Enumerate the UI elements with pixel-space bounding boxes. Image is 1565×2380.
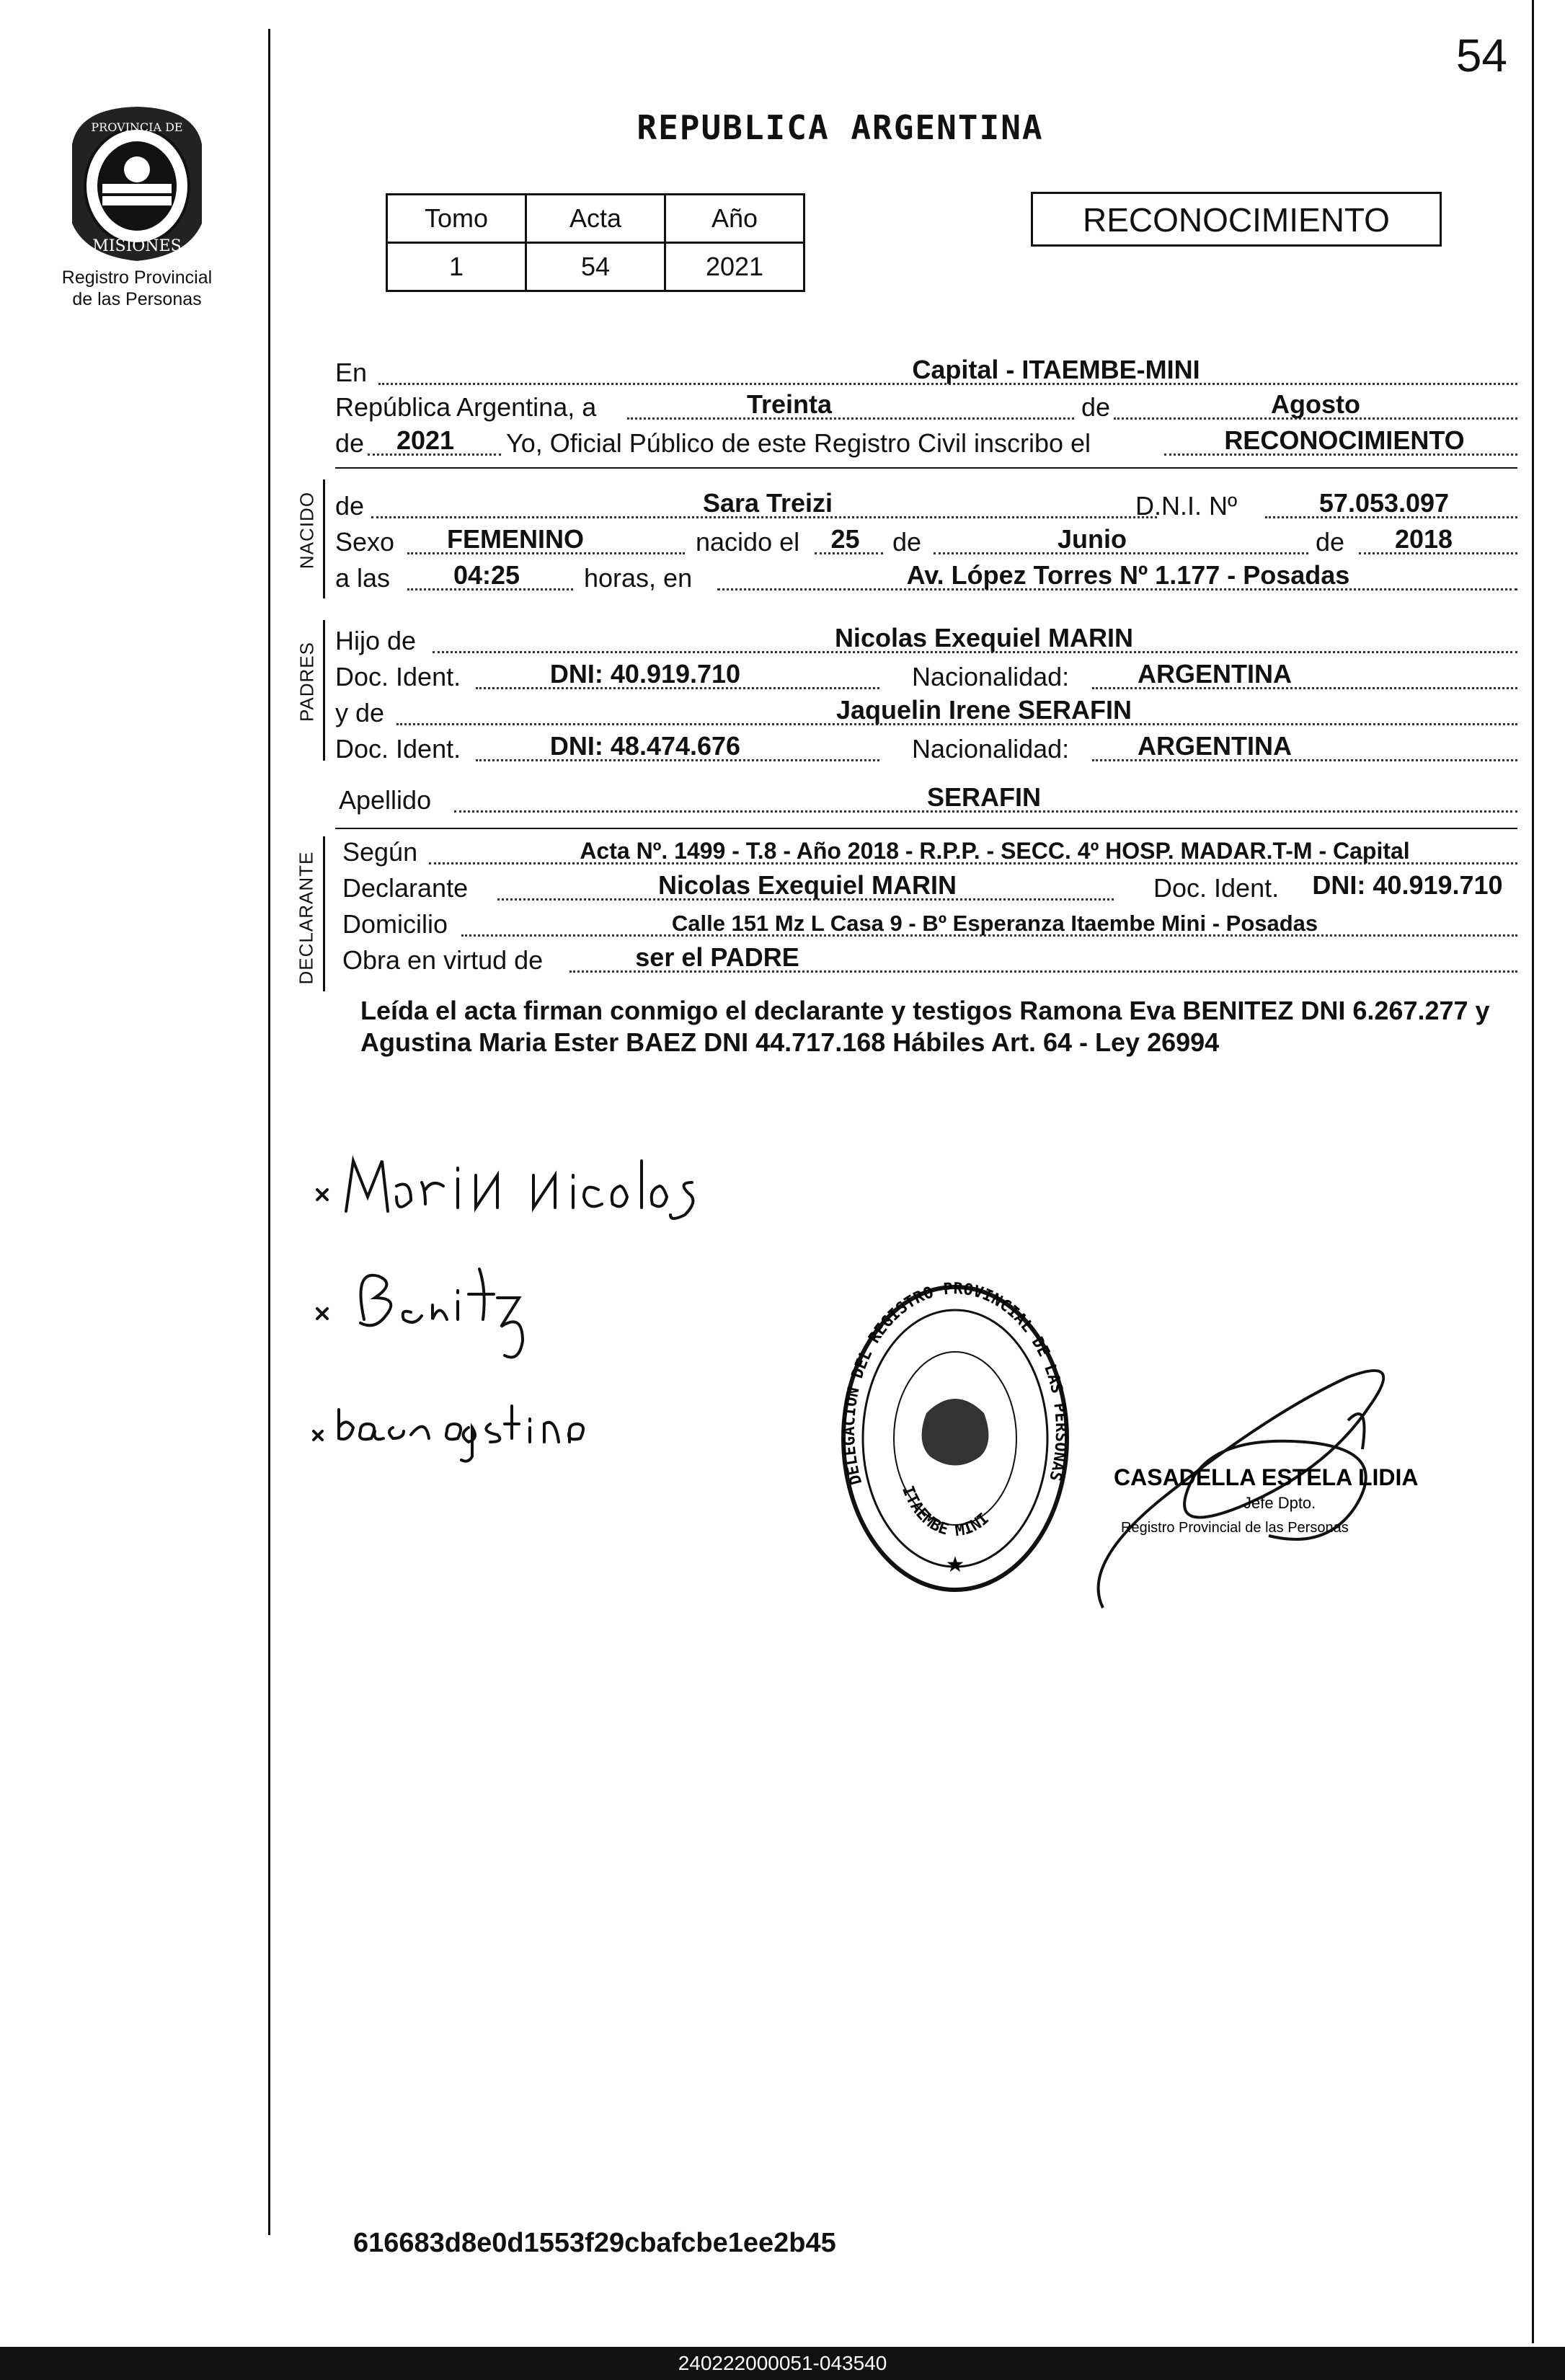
row-declarante xyxy=(335,869,1517,905)
row-segun xyxy=(335,833,1517,869)
logo-bottom-text: MISIONES xyxy=(92,237,182,255)
value-acta: 54 xyxy=(526,243,665,291)
apellido-label: Apellido xyxy=(339,785,432,815)
nacido-de-label2: de xyxy=(892,527,922,557)
row-nacido-nombre xyxy=(335,487,1517,523)
right-margin-line xyxy=(1532,0,1534,2343)
alas-label: a las xyxy=(335,563,391,593)
row-domicilio xyxy=(335,905,1517,941)
declarante-label: Declarante xyxy=(342,873,469,903)
signature-3 xyxy=(339,1406,583,1461)
row-nacido-hora xyxy=(335,559,1517,595)
closing-statement: Leída el acta firman conmigo el declarante y testigos Ramona Eva BENITEZ DNI 6.267.277 y Agustina Maria Ester BAEZ DNI 44.717.168 Hábiles Art. 64 - Ley 26994 xyxy=(360,996,1490,1057)
nacido-anio-value: 2018 xyxy=(1394,524,1453,554)
nacido-bracket xyxy=(323,479,325,598)
hora-value: 04:25 xyxy=(453,560,520,590)
nacido-de-label: de xyxy=(335,491,365,521)
value-tomo: 1 xyxy=(387,243,526,291)
svg-text:★: ★ xyxy=(945,1553,965,1577)
row-obra xyxy=(335,941,1517,977)
officer-office: Registro Provincial de las Personas xyxy=(1121,1520,1349,1536)
dni-value: 57.053.097 xyxy=(1318,488,1450,518)
logo-top-text: PROVINCIA DE xyxy=(91,120,183,134)
padre-nac-value: ARGENTINA xyxy=(1138,659,1292,689)
header-tomo: Tomo xyxy=(387,195,526,243)
declarante-value: Nicolas Exequiel MARIN xyxy=(657,870,957,900)
document-title: REPUBLICA ARGENTINA xyxy=(637,108,1044,147)
left-margin-line xyxy=(268,29,270,2235)
document-hash: 616683d8e0d1553f29cbafcbe1ee2b45 xyxy=(353,2228,836,2258)
padre-doc-value: DNI: 40.919.710 xyxy=(549,659,741,689)
declarante-section-label: DECLARANTE xyxy=(295,851,317,985)
hijo-label: Hijo de xyxy=(335,626,417,655)
witness-signatures xyxy=(303,1146,793,1471)
declarante-bracket xyxy=(323,836,325,991)
dia-value: Treinta xyxy=(746,389,833,419)
header-anio: Año xyxy=(665,195,804,243)
officer-name: CASADELLA ESTELA LIDIA xyxy=(1114,1464,1419,1490)
declarante-doc-label: Doc. Ident. xyxy=(1153,873,1280,903)
logo-caption-line1: Registro Provincial xyxy=(61,267,213,288)
signature-1 xyxy=(346,1161,693,1218)
seal-inner-text: ITAEMBE MINI xyxy=(898,1483,993,1541)
nacido-mes-value: Junio xyxy=(1058,524,1127,554)
register-table xyxy=(386,193,805,292)
header-acta: Acta xyxy=(526,195,665,243)
row-padre xyxy=(335,621,1517,658)
logo-caption-line2: de las Personas xyxy=(72,289,202,309)
anio-value: 2021 xyxy=(396,425,455,455)
nacido-de-label3: de xyxy=(1316,527,1345,557)
padre-value: Nicolas Exequiel MARIN xyxy=(834,623,1134,652)
declarante-doc-value: DNI: 40.919.710 xyxy=(1312,870,1503,900)
lugar-value: Av. López Torres Nº 1.177 - Posadas xyxy=(906,560,1350,590)
officer-role: Jefe Dpto. xyxy=(1243,1494,1316,1512)
sexo-value: FEMENINO xyxy=(446,524,584,554)
mes-value: Agosto xyxy=(1271,389,1360,419)
value-anio: 2021 xyxy=(665,243,804,291)
signature-2-x xyxy=(317,1309,327,1319)
sexo-label: Sexo xyxy=(335,527,395,557)
apellido-value: SERAFIN xyxy=(926,782,1041,812)
domicilio-label: Domicilio xyxy=(342,909,448,939)
madre-value: Jaquelin Irene SERAFIN xyxy=(835,695,1132,725)
yde-label: y de xyxy=(335,698,385,727)
padres-bracket xyxy=(323,620,325,761)
dni-label: D.N.I. Nº xyxy=(1135,491,1238,521)
logo-caption xyxy=(43,267,231,310)
page-number: 54 xyxy=(1455,30,1507,81)
de2-label: de xyxy=(335,428,365,458)
horas-label: horas, en xyxy=(584,563,693,593)
madre-doc-value: DNI: 48.474.676 xyxy=(549,731,741,761)
svg-text:ITAEMBE MINI xyxy=(898,1484,993,1541)
row-en xyxy=(335,353,1517,389)
de-label: de xyxy=(1081,392,1111,422)
nacido-dia-value: 25 xyxy=(830,524,860,554)
madre-nac-value: ARGENTINA xyxy=(1138,731,1292,761)
seal-outer-text: DELEGACION DEL REGISTRO PROVINCIAL DE LAS PERSONAS xyxy=(840,1280,1070,1487)
obra-value: ser el PADRE xyxy=(635,942,799,972)
act-type-box: RECONOCIMIENTO xyxy=(1031,192,1442,247)
madre-nac-label: Nacionalidad: xyxy=(912,734,1070,764)
en-value: Capital - ITAEMBE-MINI xyxy=(912,355,1200,384)
official-seal xyxy=(836,1276,1074,1601)
row-fecha xyxy=(335,388,1517,424)
row-nacido-sexo xyxy=(335,523,1517,559)
row-padre-doc xyxy=(335,658,1517,694)
yo-text: Yo, Oficial Público de este Registro Civil inscribo el xyxy=(506,428,1091,458)
nombre-value: Sara Treizi xyxy=(702,488,833,518)
en-label: En xyxy=(335,358,368,387)
inscribo-value: RECONOCIMIENTO xyxy=(1224,425,1465,455)
segun-value: Acta Nº. 1499 - T.8 - Año 2018 - R.P.P. - SECC. 4º HOSP. MADAR.T-M - Capital xyxy=(580,838,1410,864)
padres-section-label: PADRES xyxy=(296,642,318,722)
padre-doc-label: Doc. Ident. xyxy=(335,662,461,691)
row-madre xyxy=(335,694,1517,730)
signature-2 xyxy=(360,1269,523,1358)
signature-3-x xyxy=(314,1431,322,1440)
nacido-section-label: NACIDO xyxy=(296,491,318,570)
row-madre-doc xyxy=(335,730,1517,766)
footer-id-bar: 240222000051-043540 xyxy=(0,2347,1565,2380)
republica-label: República Argentina, a xyxy=(335,392,597,422)
domicilio-value: Calle 151 Mz L Casa 9 - Bº Esperanza Itaembe Mini - Posadas xyxy=(671,911,1318,936)
madre-doc-label: Doc. Ident. xyxy=(335,734,461,764)
signature-1-x xyxy=(317,1190,327,1200)
segun-label: Según xyxy=(342,837,418,867)
obra-label: Obra en virtud de xyxy=(342,945,544,975)
nacido-el-label: nacido el xyxy=(696,527,800,557)
row-inscribo xyxy=(335,424,1517,460)
officer-signature-stamp xyxy=(1089,1283,1507,1629)
apellido-underline xyxy=(335,828,1517,829)
padre-nac-label: Nacionalidad: xyxy=(912,662,1070,691)
intro-underline xyxy=(335,467,1517,469)
row-apellido xyxy=(335,781,1517,817)
